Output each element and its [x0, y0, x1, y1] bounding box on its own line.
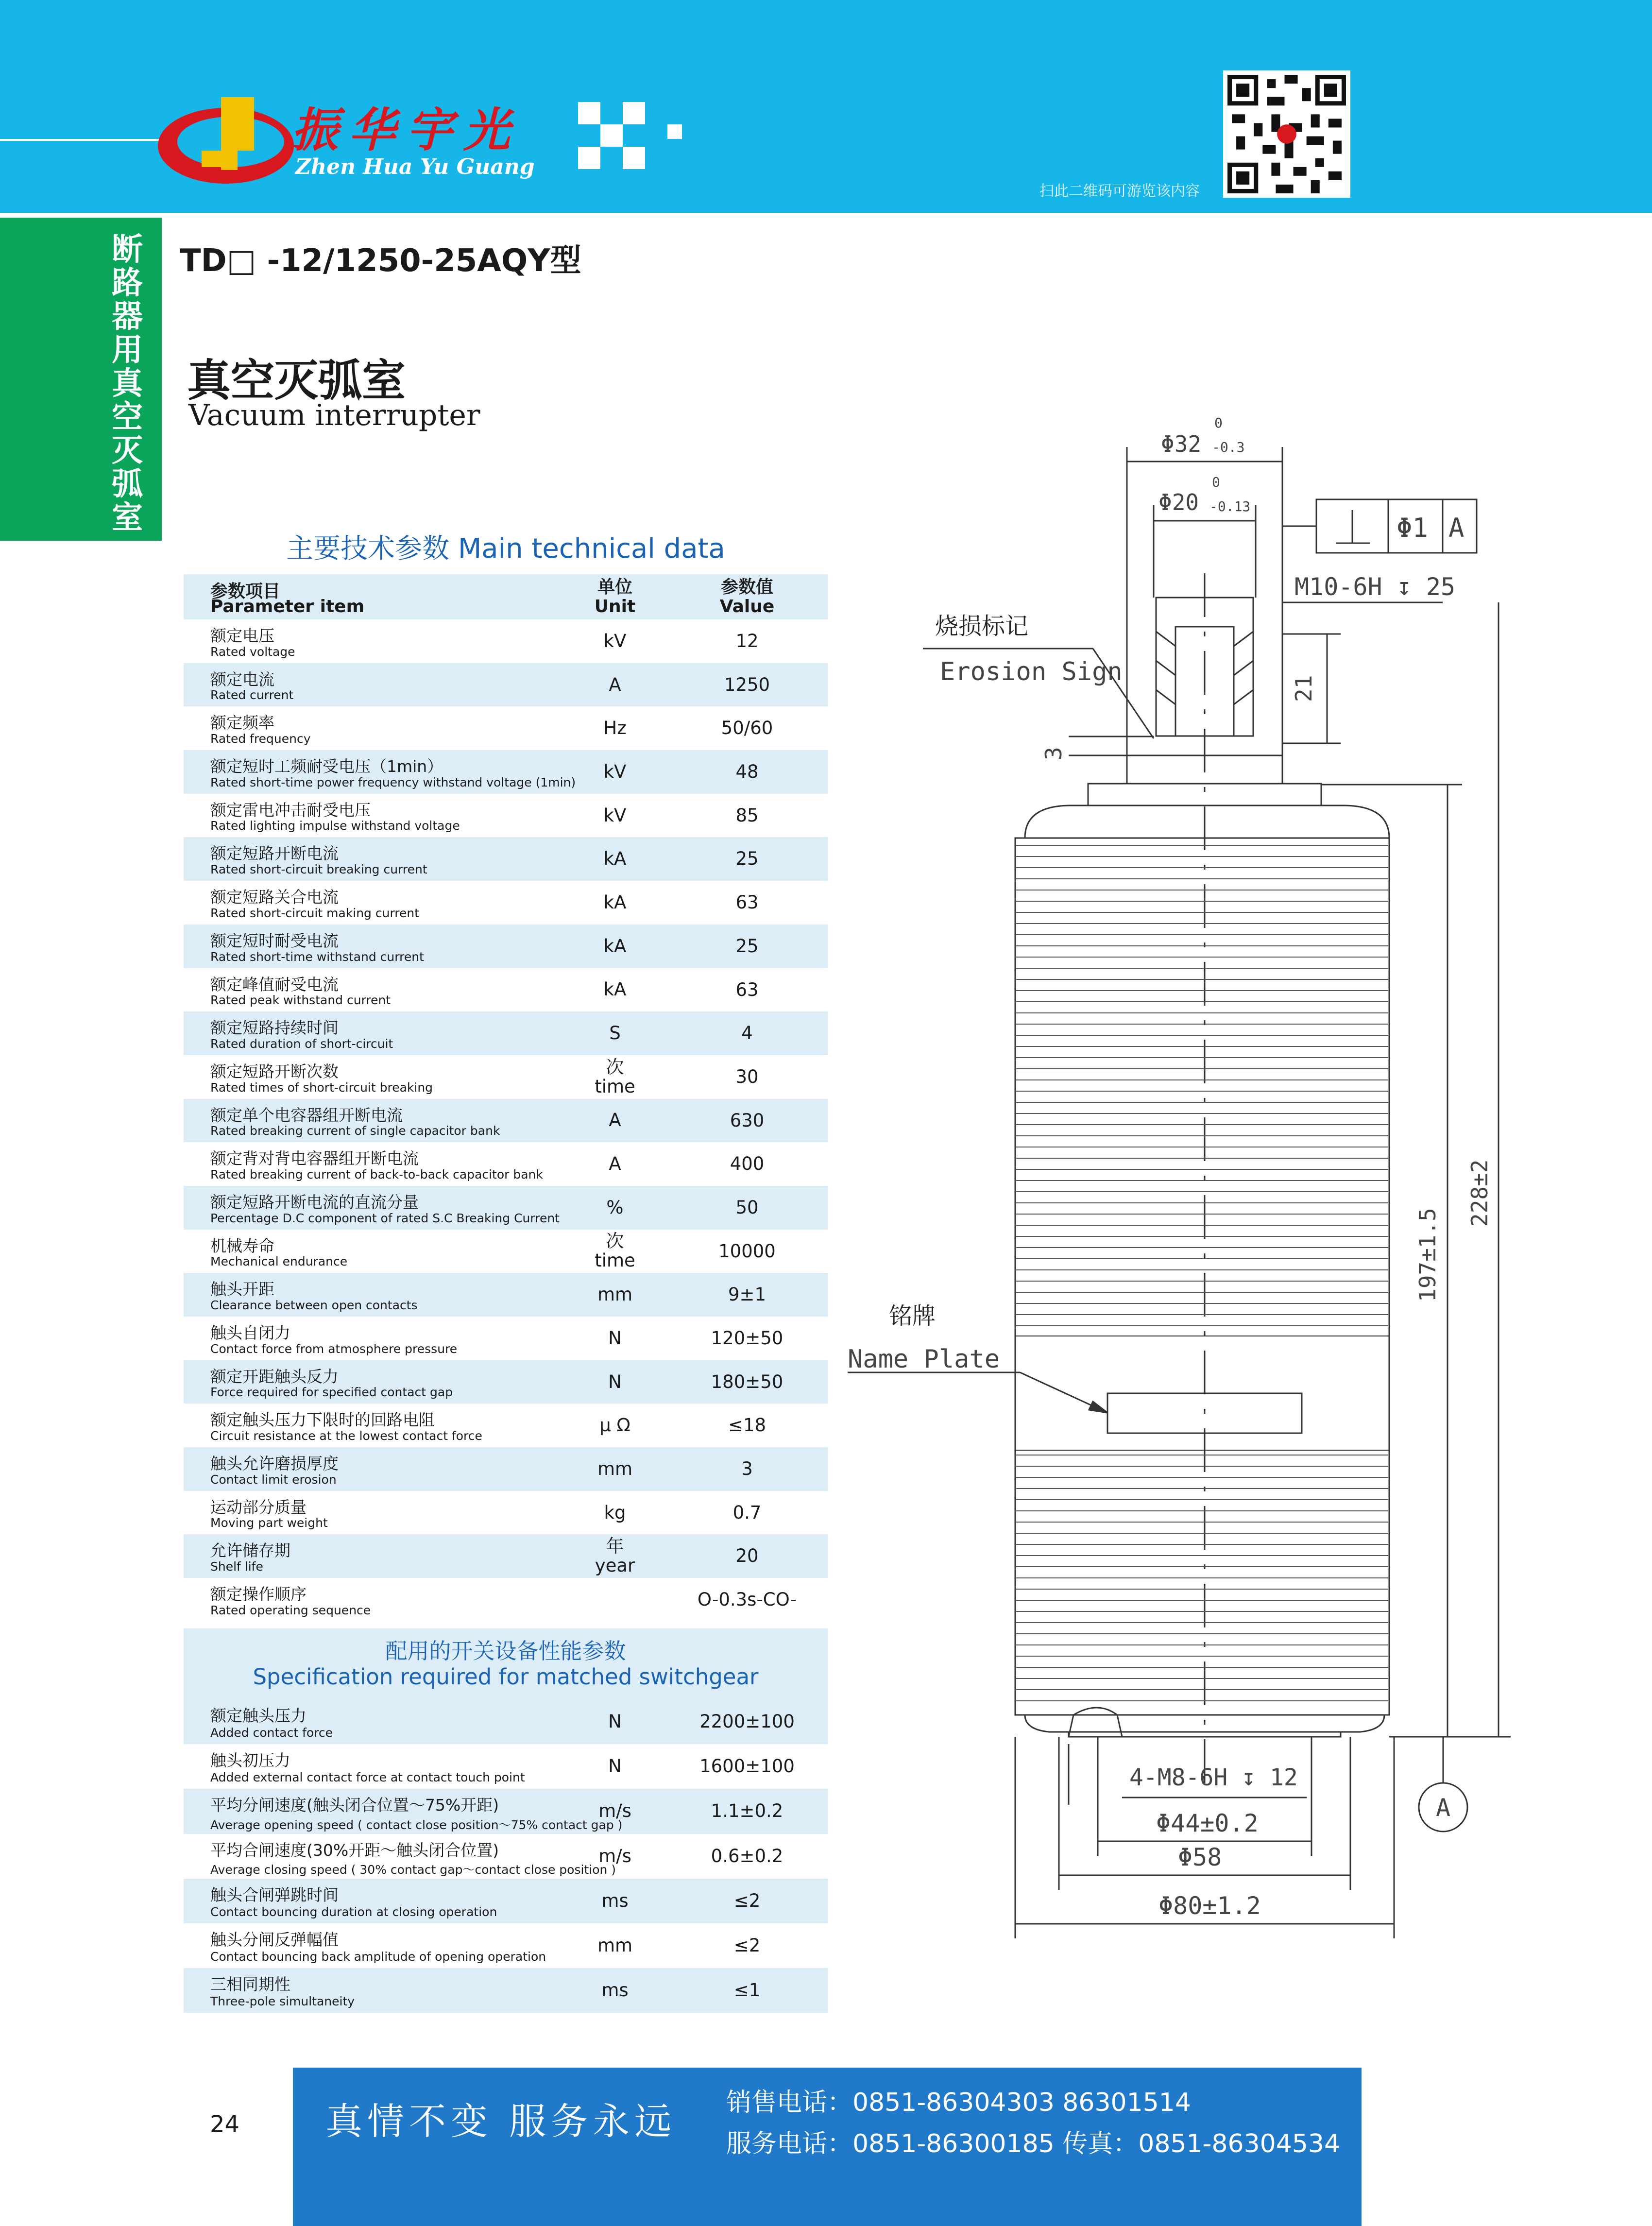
param-value: ≤1: [733, 1980, 761, 2001]
dim-phi32-tol-upper: 0: [1214, 415, 1223, 431]
table-row: [184, 1360, 828, 1404]
param-value: 48: [735, 761, 759, 783]
table-row: [184, 1968, 828, 2013]
param-name-en: Rated short-time withstand current: [210, 949, 424, 964]
param-name-en: Mechanical endurance: [210, 1254, 348, 1269]
dim-phi32-tol-lower: -0.3: [1212, 439, 1245, 455]
brand-name-en: Zhen Hua Yu Guang: [295, 154, 535, 179]
param-unit: kA: [603, 979, 627, 1000]
param-name-cn: 额定电压: [210, 626, 274, 645]
param-unit: %: [606, 1197, 624, 1218]
header-param-cn: 参数项目: [210, 582, 281, 601]
param-value: 120±50: [711, 1328, 783, 1349]
table-row: [184, 750, 828, 794]
param-unit: kA: [603, 935, 627, 957]
param-value: 400: [730, 1153, 765, 1175]
dim-197: 197±1.5: [1414, 1208, 1441, 1302]
param-name-en: Average opening speed ( contact close position～75% contact gap ): [210, 1817, 623, 1832]
param-name-cn: 平均合闸速度(30%开距～触头闭合位置): [210, 1840, 499, 1860]
table-row: [184, 1142, 828, 1186]
table-header-row: [184, 574, 828, 619]
param-name-cn: 触头初压力: [210, 1751, 290, 1770]
param-unit: N: [608, 1756, 622, 1777]
param-name-cn: 触头允许磨损厚度: [210, 1454, 339, 1473]
page-number: 24: [210, 2111, 240, 2138]
param-name-en: Average closing speed ( 30% contact gap～contact close position ): [210, 1862, 616, 1877]
param-name-en: Force required for specified contact gap: [210, 1385, 453, 1400]
param-unit: N: [608, 1327, 622, 1349]
param-name-cn: 额定背对背电容器组开断电流: [210, 1149, 419, 1168]
param-unit: 次 time: [595, 1231, 635, 1271]
nameplate-en: Name Plate: [848, 1345, 1000, 1374]
nameplate-cn: 铭牌: [889, 1302, 936, 1330]
param-unit: m/s: [598, 1845, 631, 1866]
param-name-en: Circuit resistance at the lowest contact force: [210, 1429, 482, 1443]
table-row: [184, 837, 828, 881]
main-data-heading: 主要技术参数 Main technical data: [286, 533, 725, 565]
switchgear-heading-en: Specification required for matched switchgear: [253, 1664, 759, 1690]
param-name-en: Contact bouncing duration at closing operation: [210, 1904, 497, 1919]
param-value: 9±1: [728, 1284, 766, 1305]
param-name-cn: 额定短路持续时间: [210, 1018, 339, 1038]
product-title-en: Vacuum interrupter: [188, 398, 480, 432]
dim-228: 228±2: [1466, 1159, 1493, 1227]
param-name-en: Added contact force: [210, 1726, 333, 1740]
header-value-en: Value: [719, 597, 775, 616]
header-unit-cn: 单位: [597, 577, 632, 597]
param-value: 25: [735, 935, 759, 957]
param-name-cn: 额定短路关合电流: [210, 888, 339, 907]
table-row: [184, 1534, 828, 1578]
param-unit: mm: [597, 1458, 633, 1479]
param-name-cn: 额定短路开断电流的直流分量: [210, 1192, 419, 1212]
param-name-cn: 额定短时工频耐受电压（1min）: [210, 757, 443, 776]
param-value: 180±50: [711, 1371, 783, 1392]
param-value: 63: [735, 892, 759, 913]
thread-bottom: 4-M8-6H ↧ 12: [1129, 1764, 1298, 1791]
table-row: [184, 663, 828, 707]
table-row: [184, 1699, 828, 1744]
param-name-en: Added external contact force at contact touch point: [210, 1770, 525, 1785]
param-name-en: Three-pole simultaneity: [210, 1994, 355, 2009]
param-unit: mm: [597, 1284, 633, 1305]
table-row: [184, 1789, 828, 1833]
param-value: 25: [735, 848, 759, 870]
param-name-cn: 额定峰值耐受电流: [210, 975, 339, 994]
param-value: 20: [735, 1545, 759, 1567]
dim-phi80: Φ80±1.2: [1158, 1892, 1261, 1920]
param-value: ≤18: [728, 1415, 766, 1436]
param-unit: kA: [603, 848, 627, 870]
table-row: [184, 1317, 828, 1360]
param-unit: Hz: [603, 718, 627, 739]
param-value: O-0.3s-CO-: [697, 1589, 797, 1610]
param-unit: m/s: [598, 1800, 631, 1822]
param-name-en: Shelf life: [210, 1559, 263, 1574]
param-name-cn: 额定频率: [210, 713, 274, 733]
sales-phone: 销售电话：0851-86304303 86301514: [726, 2088, 1191, 2117]
brand-name-cn: 振华宇光: [291, 103, 521, 157]
param-value: 2200±100: [699, 1711, 795, 1732]
param-value: 1600±100: [699, 1756, 795, 1777]
model-number: TD□ -12/1250-25AQY型: [180, 243, 581, 279]
param-value: 50/60: [721, 718, 773, 739]
param-unit: kV: [603, 805, 627, 826]
table-row: [184, 1447, 828, 1491]
company-logo-icon: [153, 92, 299, 194]
param-name-en: Clearance between open contacts: [210, 1298, 418, 1312]
param-name-cn: 额定触头压力下限时的回路电阻: [210, 1410, 435, 1430]
erosion-sign-en: Erosion Sign: [940, 657, 1123, 686]
param-unit: A: [609, 1110, 621, 1131]
dim-phi32: Φ32: [1161, 431, 1202, 457]
param-unit: S: [609, 1023, 621, 1044]
param-unit: 次 time: [595, 1056, 635, 1097]
param-name-cn: 触头自闭力: [210, 1323, 290, 1342]
table-row: [184, 619, 828, 663]
table-row: [184, 1491, 828, 1535]
table-row: [184, 1273, 828, 1317]
param-name-en: Contact limit erosion: [210, 1472, 337, 1487]
table-row: [184, 706, 828, 750]
param-name-cn: 三相同期性: [210, 1975, 290, 1994]
param-value: ≤2: [733, 1890, 761, 1911]
datum-circle-label: A: [1436, 1794, 1451, 1822]
table-row: [184, 1099, 828, 1143]
service-phone: 服务电话：0851-86300185 传真：0851-86304534: [726, 2129, 1341, 2158]
param-name-cn: 触头开距: [210, 1280, 274, 1299]
param-value: 1250: [724, 674, 770, 695]
param-name-en: Rated frequency: [210, 732, 311, 746]
param-name-cn: 额定触头压力: [210, 1706, 307, 1725]
param-value: 50: [735, 1197, 759, 1218]
param-name-cn: 允许储存期: [210, 1541, 290, 1560]
table-row: [184, 1879, 828, 1923]
main-technical-table: [184, 574, 828, 1622]
param-name-cn: 额定开距触头反力: [210, 1367, 339, 1386]
param-name-en: Contact force from atmosphere pressure: [210, 1341, 458, 1356]
param-name-en: Rated current: [210, 688, 294, 702]
param-unit: [566, 1578, 664, 1622]
header-unit-en: Unit: [594, 597, 636, 616]
param-value: 30: [735, 1066, 759, 1087]
param-name-en: Rated short-circuit making current: [210, 906, 420, 920]
param-value: 12: [735, 631, 759, 651]
param-name-en: Rated times of short-circuit breaking: [210, 1080, 433, 1095]
param-value: 3: [741, 1458, 753, 1480]
param-value: 0.6±0.2: [711, 1845, 783, 1866]
param-value: 10000: [718, 1240, 776, 1262]
param-value: 85: [735, 805, 759, 826]
param-unit: μ Ω: [599, 1415, 630, 1436]
dim-phi20: Φ20: [1158, 489, 1199, 515]
table-row: [184, 881, 828, 925]
dim-phi20-tol-upper: 0: [1212, 474, 1220, 490]
dim-phi58: Φ58: [1178, 1843, 1222, 1871]
param-unit: kV: [603, 630, 627, 651]
param-name-en: Rated short-time power frequency withstand voltage (1min): [210, 775, 576, 789]
erosion-sign-cn: 烧损标记: [935, 613, 1029, 640]
param-name-en: Rated short-circuit breaking current: [210, 862, 427, 877]
table-row: [184, 1230, 828, 1273]
table-row: [184, 794, 828, 838]
table-row: [184, 1055, 828, 1099]
banner-divider-line: [0, 139, 160, 141]
param-name-cn: 额定雷电冲击耐受电压: [210, 800, 371, 820]
table-row: [184, 1578, 828, 1622]
param-name-en: Moving part weight: [210, 1516, 328, 1530]
product-title-cn: 真空灭弧室: [187, 355, 406, 406]
param-name-cn: 额定电流: [210, 669, 274, 689]
gdt-datum: A: [1448, 513, 1465, 543]
param-name-cn: 额定短路开断电流: [210, 844, 339, 863]
table-row: [184, 968, 828, 1012]
header-value-cn: 参数值: [720, 577, 773, 597]
table-row: [184, 1834, 828, 1879]
param-value: 1.1±0.2: [711, 1800, 783, 1822]
param-value: 63: [735, 979, 759, 1000]
param-unit: kV: [603, 761, 627, 782]
param-name-cn: 额定短路开断次数: [210, 1062, 339, 1081]
switchgear-spec-table: [184, 1699, 828, 2013]
switchgear-heading-cn: 配用的开关设备性能参数: [385, 1638, 626, 1664]
param-unit: ms: [601, 1890, 629, 1911]
dim-phi20-tol-lower: -0.13: [1209, 498, 1251, 514]
param-name-cn: 额定单个电容器组开断电流: [210, 1105, 403, 1125]
category-side-label: 断路器用真空灭弧室: [112, 232, 143, 536]
param-name-en: Rated duration of short-circuit: [210, 1036, 393, 1051]
qr-code-icon: [1223, 70, 1350, 198]
vacuum-interrupter-drawing: [826, 389, 1564, 1968]
dim-21: 21: [1291, 675, 1317, 702]
param-unit: mm: [597, 1935, 633, 1956]
table-row: [184, 1011, 828, 1055]
gdt-tolerance: Φ1: [1397, 513, 1429, 543]
dim-3: 3: [1040, 747, 1067, 760]
param-name-en: Rated breaking current of back-to-back capacitor bank: [210, 1167, 543, 1181]
thread-top: M10-6H ↧ 25: [1294, 573, 1456, 601]
param-unit: ms: [601, 1980, 629, 2001]
param-unit: A: [609, 674, 621, 695]
param-unit: kg: [604, 1502, 626, 1523]
param-name-en: Contact bouncing back amplitude of opening operation: [210, 1950, 546, 1964]
table-row: [184, 925, 828, 968]
param-name-cn: 机械寿命: [210, 1236, 274, 1255]
param-name-cn: 触头合闸弹跳时间: [210, 1885, 339, 1904]
param-value: 4: [741, 1023, 753, 1044]
param-value: 630: [730, 1110, 765, 1131]
param-name-cn: 额定短时耐受电流: [210, 931, 339, 950]
header-param-en: Parameter item: [210, 597, 365, 616]
param-unit: N: [608, 1711, 622, 1732]
qr-caption: 扫此二维码可游览该内容: [1039, 183, 1200, 200]
dim-phi44: Φ44±0.2: [1156, 1809, 1259, 1837]
param-unit: kA: [603, 891, 627, 913]
param-name-en: Rated peak withstand current: [210, 993, 391, 1008]
param-value: ≤2: [733, 1935, 761, 1956]
param-name-cn: 平均分闸速度(触头闭合位置～75%开距): [210, 1796, 499, 1815]
param-unit: 年 year: [595, 1536, 635, 1576]
footer-slogan: 真情不变 服务永远: [325, 2100, 677, 2143]
param-name-cn: 触头分闸反弹幅值: [210, 1930, 339, 1949]
param-name-en: Rated operating sequence: [210, 1603, 371, 1617]
param-name-cn: 额定操作顺序: [210, 1585, 307, 1604]
table-row: [184, 1404, 828, 1447]
param-name-en: Rated voltage: [210, 644, 295, 659]
table-row: [184, 1186, 828, 1230]
param-name-en: Rated lighting impulse withstand voltage: [210, 819, 460, 833]
param-name-cn: 运动部分质量: [210, 1497, 307, 1517]
table-row: [184, 1923, 828, 1968]
table-row: [184, 1744, 828, 1789]
param-unit: A: [609, 1153, 621, 1175]
param-name-en: Percentage D.C component of rated S.C Breaking Current: [210, 1211, 560, 1225]
param-name-en: Rated breaking current of single capacitor bank: [210, 1124, 500, 1138]
param-value: 0.7: [732, 1502, 762, 1523]
param-unit: N: [608, 1371, 622, 1392]
